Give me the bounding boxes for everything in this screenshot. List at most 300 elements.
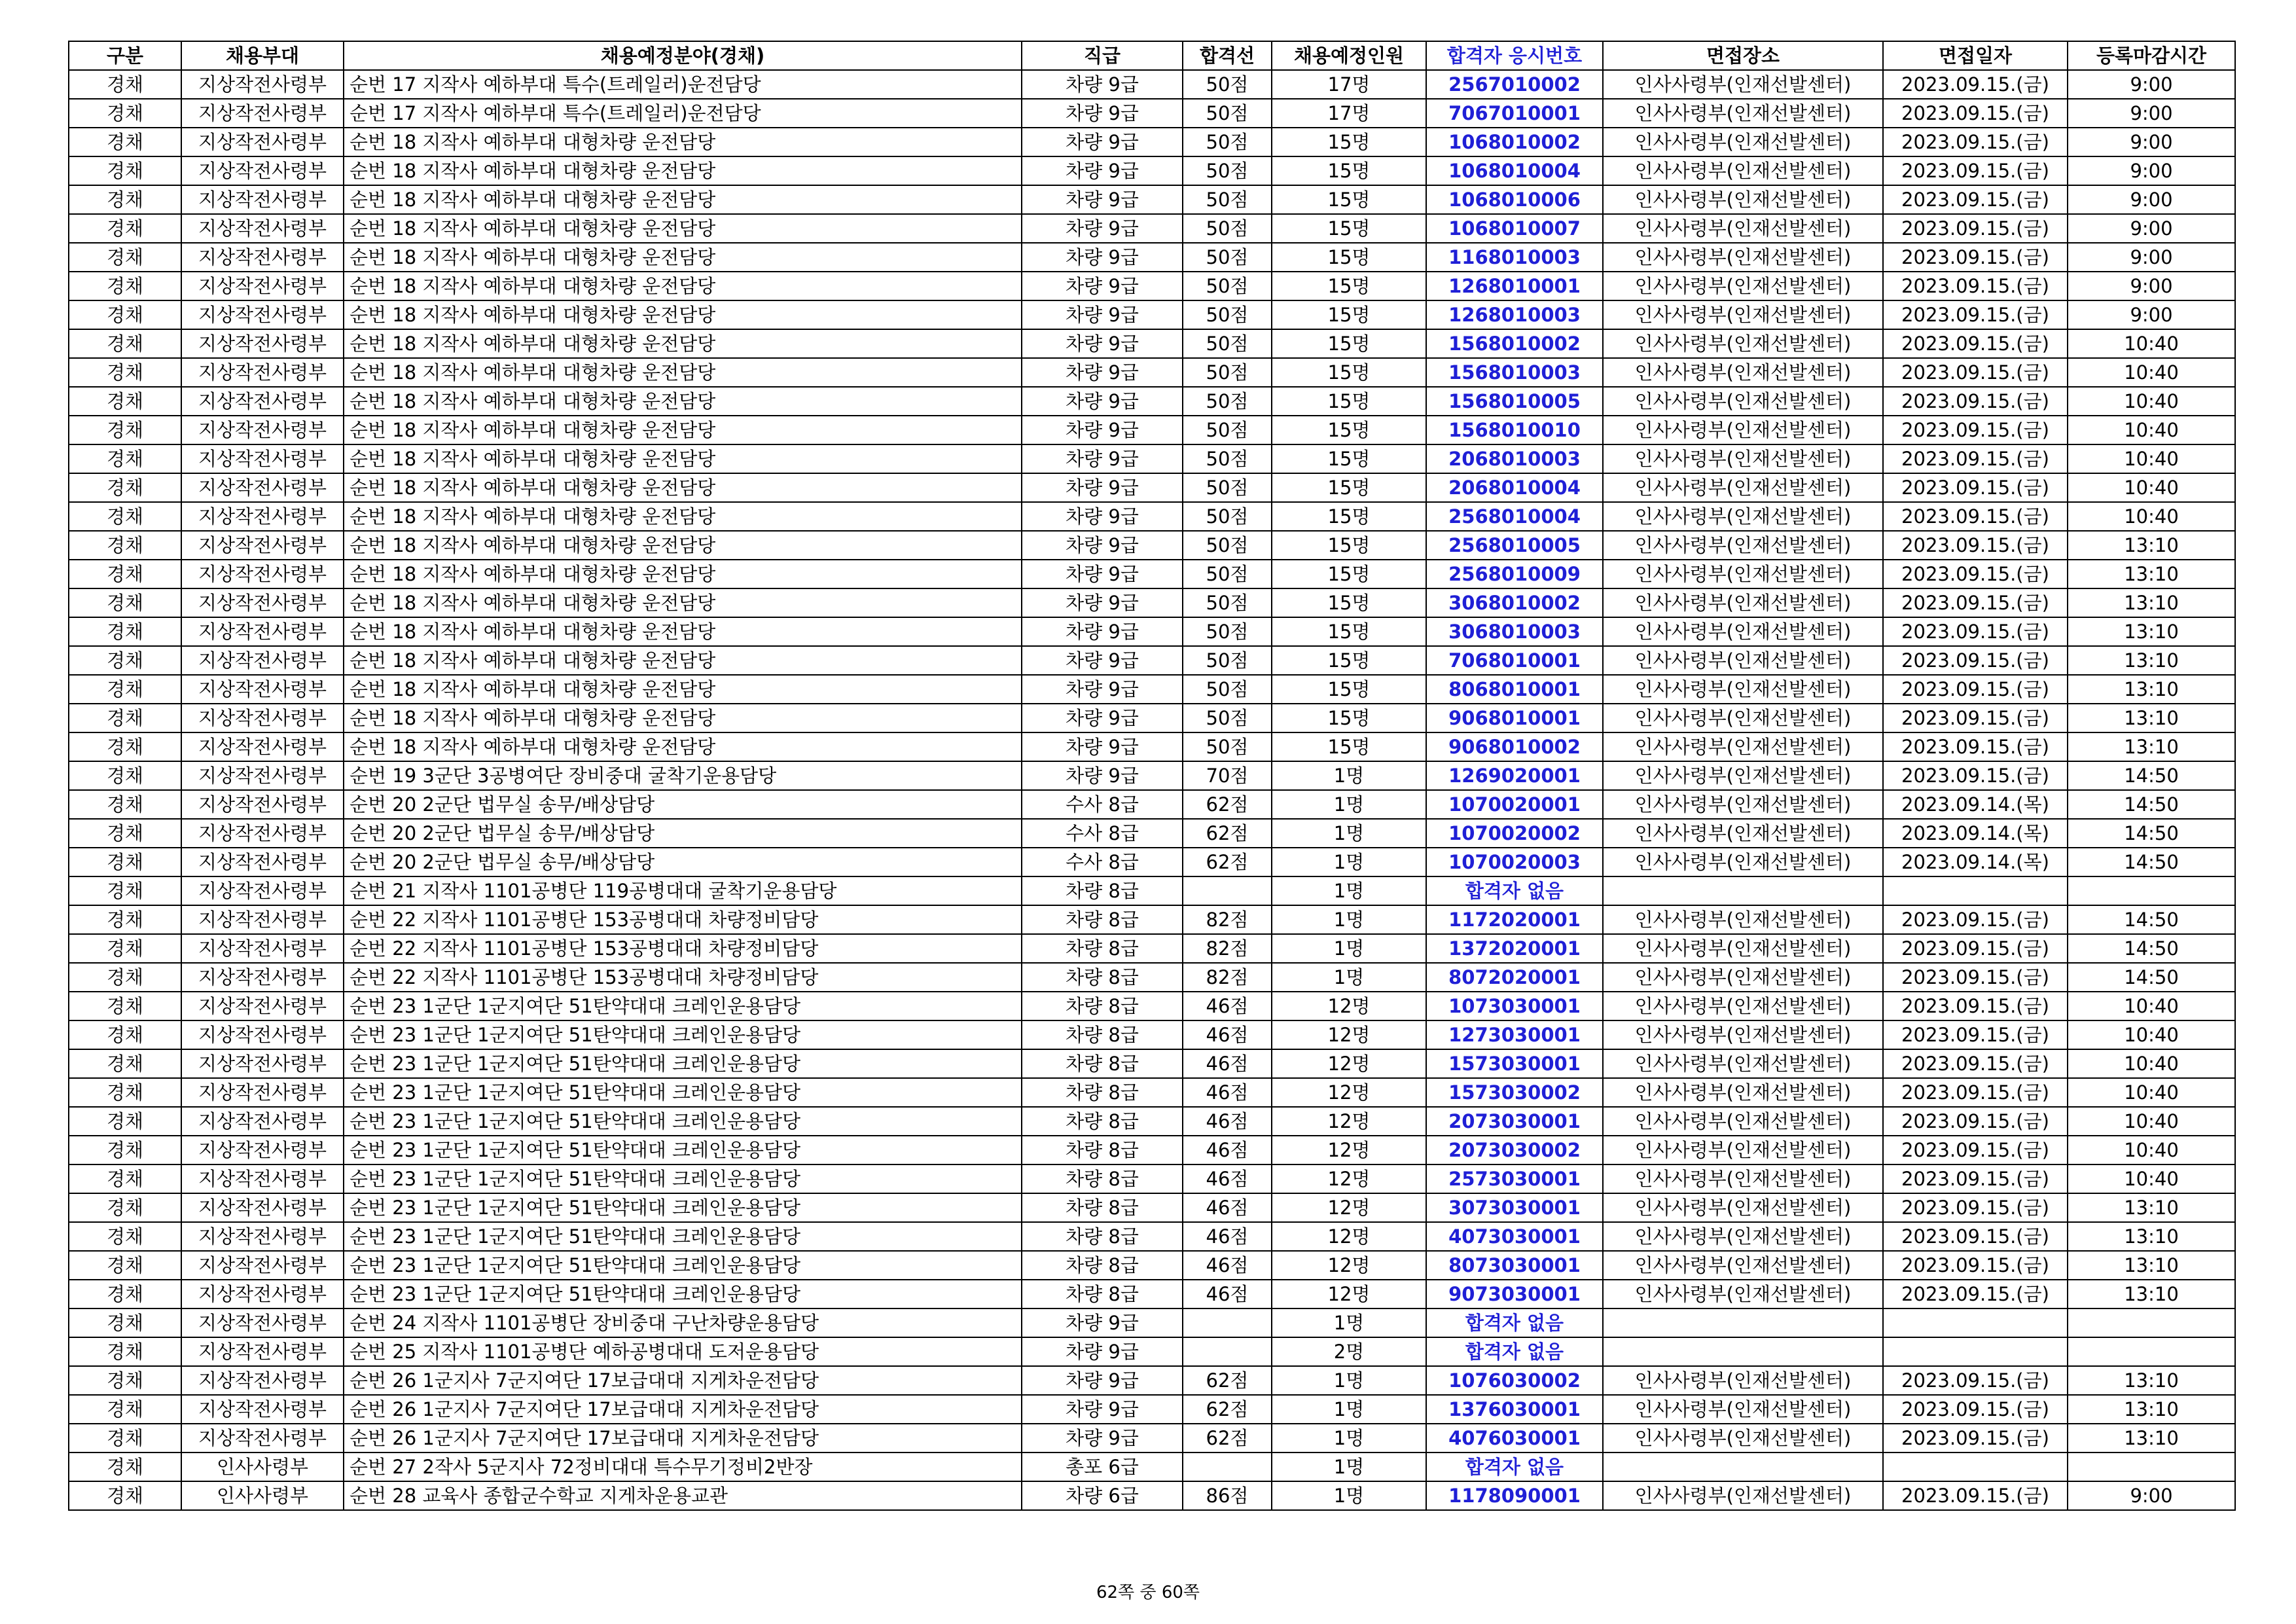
cell-field: 순번 18 지작사 예하부대 대형차량 운전담당 [344,272,1022,300]
cell-interview-place: 인사사령부(인재선발센터) [1603,675,1883,704]
cell-cutoff: 50점 [1183,560,1272,588]
cell-unit: 지상작전사령부 [181,1020,344,1049]
cell-interview-date [1883,876,2068,905]
cell-grade: 차량 8급 [1022,1107,1183,1136]
cell-category: 경채 [69,156,181,185]
cell-unit: 지상작전사령부 [181,560,344,588]
cell-category: 경채 [69,905,181,934]
cell-unit: 지상작전사령부 [181,1424,344,1453]
header-interview-date: 면접일자 [1883,41,2068,70]
cell-exam-number: 2568010005 [1426,531,1603,560]
cell-cutoff: 62점 [1183,1366,1272,1395]
cell-planned-count: 12명 [1272,1193,1426,1222]
cell-planned-count: 12명 [1272,992,1426,1020]
cell-unit: 지상작전사령부 [181,156,344,185]
cell-grade: 차량 9급 [1022,416,1183,444]
cell-unit: 지상작전사령부 [181,704,344,732]
cell-deadline: 9:00 [2068,185,2235,214]
cell-cutoff: 50점 [1183,358,1272,387]
table-row [69,1078,2235,1107]
cell-planned-count: 15명 [1272,646,1426,675]
cell-exam-number: 7067010001 [1426,99,1603,128]
header-row [69,41,2235,70]
cell-field: 순번 26 1군지사 7군지여단 17보급대대 지게차운전담당 [344,1424,1022,1453]
cell-deadline [2068,876,2235,905]
table-row [69,819,2235,848]
cell-interview-place: 인사사령부(인재선발센터) [1603,934,1883,963]
cell-interview-place: 인사사령부(인재선발센터) [1603,1020,1883,1049]
cell-deadline: 13:10 [2068,1251,2235,1280]
cell-cutoff: 50점 [1183,70,1272,99]
cell-planned-count: 1명 [1272,1308,1426,1337]
cell-interview-place: 인사사령부(인재선발센터) [1603,1078,1883,1107]
cell-unit: 지상작전사령부 [181,934,344,963]
header-field: 채용예정분야(경채) [344,41,1022,70]
cell-category: 경채 [69,502,181,531]
cell-planned-count: 15명 [1272,617,1426,646]
table-row [69,128,2235,156]
cell-deadline: 13:10 [2068,560,2235,588]
cell-category: 경채 [69,387,181,416]
cell-grade: 차량 9급 [1022,1424,1183,1453]
cell-planned-count: 15명 [1272,473,1426,502]
cell-exam-number: 합격자 없음 [1426,1453,1603,1481]
cell-interview-place: 인사사령부(인재선발센터) [1603,1136,1883,1164]
cell-interview-date: 2023.09.15.(금) [1883,1020,2068,1049]
cell-field: 순번 24 지작사 1101공병단 장비중대 구난차량운용담당 [344,1308,1022,1337]
table-row [69,416,2235,444]
cell-exam-number: 합격자 없음 [1426,876,1603,905]
cell-interview-date: 2023.09.15.(금) [1883,185,2068,214]
cell-planned-count: 15명 [1272,704,1426,732]
table-row [69,1222,2235,1251]
cell-interview-place: 인사사령부(인재선발센터) [1603,1193,1883,1222]
cell-planned-count: 1명 [1272,963,1426,992]
cell-deadline: 13:10 [2068,732,2235,761]
cell-field: 순번 18 지작사 예하부대 대형차량 운전담당 [344,300,1022,329]
cell-interview-date: 2023.09.15.(금) [1883,675,2068,704]
cell-category: 경채 [69,1164,181,1193]
cell-deadline: 10:40 [2068,444,2235,473]
cell-field: 순번 18 지작사 예하부대 대형차량 운전담당 [344,675,1022,704]
table-row [69,473,2235,502]
cell-grade: 차량 9급 [1022,531,1183,560]
cell-interview-date: 2023.09.15.(금) [1883,416,2068,444]
cell-interview-date: 2023.09.15.(금) [1883,358,2068,387]
cell-deadline: 14:50 [2068,963,2235,992]
cell-cutoff: 50점 [1183,156,1272,185]
cell-interview-place: 인사사령부(인재선발센터) [1603,99,1883,128]
cell-interview-date: 2023.09.15.(금) [1883,387,2068,416]
cell-exam-number: 2073030002 [1426,1136,1603,1164]
cell-field: 순번 18 지작사 예하부대 대형차량 운전담당 [344,358,1022,387]
cell-exam-number: 1376030001 [1426,1395,1603,1424]
cell-interview-place: 인사사령부(인재선발센터) [1603,358,1883,387]
cell-grade: 차량 9급 [1022,617,1183,646]
cell-interview-place: 인사사령부(인재선발센터) [1603,1424,1883,1453]
cell-cutoff: 86점 [1183,1481,1272,1510]
table-row [69,617,2235,646]
cell-planned-count: 15명 [1272,358,1426,387]
cell-deadline: 14:50 [2068,819,2235,848]
cell-exam-number: 2567010002 [1426,70,1603,99]
table-row [69,99,2235,128]
cell-category: 경채 [69,992,181,1020]
cell-exam-number: 8073030001 [1426,1251,1603,1280]
cell-category: 경채 [69,416,181,444]
cell-unit: 지상작전사령부 [181,646,344,675]
cell-unit: 지상작전사령부 [181,848,344,876]
cell-deadline: 13:10 [2068,1280,2235,1308]
cell-cutoff [1183,1453,1272,1481]
cell-deadline: 9:00 [2068,99,2235,128]
table-row [69,1424,2235,1453]
cell-exam-number: 4076030001 [1426,1424,1603,1453]
cell-exam-number: 1168010003 [1426,243,1603,272]
cell-field: 순번 21 지작사 1101공병단 119공병대대 굴착기운용담당 [344,876,1022,905]
cell-interview-place: 인사사령부(인재선발센터) [1603,732,1883,761]
cell-interview-date: 2023.09.15.(금) [1883,272,2068,300]
table-row [69,1136,2235,1164]
cell-exam-number: 8072020001 [1426,963,1603,992]
table-row [69,704,2235,732]
cell-interview-place [1603,1337,1883,1366]
cell-unit: 지상작전사령부 [181,387,344,416]
cell-deadline: 9:00 [2068,156,2235,185]
cell-unit: 지상작전사령부 [181,1049,344,1078]
cell-category: 경채 [69,704,181,732]
cell-interview-place: 인사사령부(인재선발센터) [1603,70,1883,99]
cell-interview-date: 2023.09.15.(금) [1883,560,2068,588]
cell-field: 순번 23 1군단 1군지여단 51탄약대대 크레인운용담당 [344,1136,1022,1164]
cell-unit: 지상작전사령부 [181,790,344,819]
cell-grade: 차량 9급 [1022,704,1183,732]
table-row [69,963,2235,992]
cell-exam-number: 2573030001 [1426,1164,1603,1193]
cell-deadline: 10:40 [2068,502,2235,531]
cell-exam-number: 1269020001 [1426,761,1603,790]
cell-planned-count: 15명 [1272,732,1426,761]
cell-unit: 지상작전사령부 [181,1164,344,1193]
cell-category: 경채 [69,646,181,675]
cell-planned-count: 1명 [1272,1395,1426,1424]
cell-category: 경채 [69,1107,181,1136]
cell-grade: 차량 8급 [1022,876,1183,905]
cell-interview-date: 2023.09.15.(금) [1883,761,2068,790]
cell-unit: 지상작전사령부 [181,905,344,934]
cell-interview-place: 인사사령부(인재선발센터) [1603,992,1883,1020]
cell-field: 순번 18 지작사 예하부대 대형차량 운전담당 [344,704,1022,732]
cell-exam-number: 2068010004 [1426,473,1603,502]
table-row [69,1308,2235,1337]
table-row [69,300,2235,329]
cell-interview-place: 인사사령부(인재선발센터) [1603,1366,1883,1395]
cell-unit: 지상작전사령부 [181,99,344,128]
cell-deadline: 10:40 [2068,1164,2235,1193]
cell-deadline: 14:50 [2068,790,2235,819]
cell-category: 경채 [69,1337,181,1366]
cell-cutoff: 50점 [1183,243,1272,272]
cell-field: 순번 18 지작사 예하부대 대형차량 운전담당 [344,329,1022,358]
cell-category: 경채 [69,617,181,646]
cell-interview-place: 인사사령부(인재선발센터) [1603,272,1883,300]
cell-grade: 수사 8급 [1022,848,1183,876]
cell-planned-count: 12명 [1272,1107,1426,1136]
cell-cutoff: 50점 [1183,214,1272,243]
cell-category: 경채 [69,1308,181,1337]
cell-cutoff: 50점 [1183,704,1272,732]
cell-grade: 차량 9급 [1022,214,1183,243]
cell-unit: 지상작전사령부 [181,732,344,761]
cell-cutoff: 46점 [1183,1078,1272,1107]
cell-grade: 차량 9급 [1022,156,1183,185]
cell-exam-number: 1172020001 [1426,905,1603,934]
cell-deadline: 10:40 [2068,387,2235,416]
cell-category: 경채 [69,214,181,243]
cell-grade: 차량 9급 [1022,300,1183,329]
cell-exam-number: 9068010001 [1426,704,1603,732]
cell-field: 순번 20 2군단 법무실 송무/배상담당 [344,819,1022,848]
cell-interview-date: 2023.09.15.(금) [1883,905,2068,934]
cell-unit: 지상작전사령부 [181,617,344,646]
cell-planned-count: 15명 [1272,329,1426,358]
cell-interview-place: 인사사령부(인재선발센터) [1603,617,1883,646]
cell-exam-number: 1268010003 [1426,300,1603,329]
cell-category: 경채 [69,1366,181,1395]
cell-unit: 지상작전사령부 [181,502,344,531]
cell-interview-date: 2023.09.15.(금) [1883,1136,2068,1164]
cell-grade: 차량 9급 [1022,761,1183,790]
cell-cutoff: 46점 [1183,1193,1272,1222]
cell-grade: 차량 8급 [1022,1049,1183,1078]
cell-exam-number: 7068010001 [1426,646,1603,675]
cell-interview-date: 2023.09.15.(금) [1883,1366,2068,1395]
cell-deadline: 10:40 [2068,329,2235,358]
cell-field: 순번 22 지작사 1101공병단 153공병대대 차량정비담당 [344,934,1022,963]
cell-grade: 수사 8급 [1022,819,1183,848]
cell-field: 순번 18 지작사 예하부대 대형차량 운전담당 [344,416,1022,444]
cell-grade: 차량 9급 [1022,272,1183,300]
cell-grade: 차량 8급 [1022,1193,1183,1222]
cell-interview-date: 2023.09.15.(금) [1883,732,2068,761]
cell-exam-number: 1568010003 [1426,358,1603,387]
cell-cutoff: 50점 [1183,617,1272,646]
cell-cutoff: 50점 [1183,416,1272,444]
cell-cutoff: 62점 [1183,1424,1272,1453]
cell-cutoff: 50점 [1183,531,1272,560]
cell-category: 경채 [69,819,181,848]
table-row [69,790,2235,819]
cell-exam-number: 1070020003 [1426,848,1603,876]
cell-unit: 지상작전사령부 [181,992,344,1020]
cell-exam-number: 3068010003 [1426,617,1603,646]
cell-interview-date: 2023.09.15.(금) [1883,531,2068,560]
cell-exam-number: 4073030001 [1426,1222,1603,1251]
cell-exam-number: 1068010002 [1426,128,1603,156]
header-interview-place: 면접장소 [1603,41,1883,70]
cell-field: 순번 27 2작사 5군지사 72정비대대 특수무기정비2반장 [344,1453,1022,1481]
cell-field: 순번 18 지작사 예하부대 대형차량 운전담당 [344,617,1022,646]
cell-interview-place: 인사사령부(인재선발센터) [1603,819,1883,848]
table-row [69,156,2235,185]
table-row [69,588,2235,617]
cell-interview-place: 인사사령부(인재선발센터) [1603,1481,1883,1510]
cell-planned-count: 12명 [1272,1049,1426,1078]
cell-exam-number: 1568010010 [1426,416,1603,444]
cell-interview-place: 인사사령부(인재선발센터) [1603,588,1883,617]
cell-unit: 지상작전사령부 [181,1280,344,1308]
cell-unit: 지상작전사령부 [181,1395,344,1424]
cell-interview-date: 2023.09.15.(금) [1883,70,2068,99]
cell-category: 경채 [69,300,181,329]
cell-interview-date: 2023.09.15.(금) [1883,1222,2068,1251]
cell-unit: 지상작전사령부 [181,473,344,502]
cell-planned-count: 1명 [1272,1424,1426,1453]
cell-grade: 차량 9급 [1022,444,1183,473]
cell-cutoff: 46점 [1183,1164,1272,1193]
table-row [69,675,2235,704]
cell-field: 순번 28 교육사 종합군수학교 지게차운용교관 [344,1481,1022,1510]
table-row [69,1395,2235,1424]
cell-field: 순번 18 지작사 예하부대 대형차량 운전담당 [344,185,1022,214]
cell-deadline: 10:40 [2068,358,2235,387]
cell-exam-number: 1372020001 [1426,934,1603,963]
cell-category: 경채 [69,128,181,156]
cell-interview-date: 2023.09.15.(금) [1883,156,2068,185]
cell-grade: 차량 9급 [1022,1308,1183,1337]
cell-category: 경채 [69,1280,181,1308]
cell-cutoff: 50점 [1183,675,1272,704]
cell-cutoff [1183,876,1272,905]
cell-exam-number: 합격자 없음 [1426,1308,1603,1337]
cell-cutoff: 50점 [1183,646,1272,675]
cell-category: 경채 [69,329,181,358]
cell-cutoff: 82점 [1183,934,1272,963]
cell-interview-date: 2023.09.15.(금) [1883,588,2068,617]
cell-interview-date: 2023.09.15.(금) [1883,1251,2068,1280]
cell-deadline: 10:40 [2068,416,2235,444]
cell-planned-count: 15명 [1272,156,1426,185]
cell-field: 순번 26 1군지사 7군지여단 17보급대대 지게차운전담당 [344,1366,1022,1395]
cell-cutoff: 50점 [1183,128,1272,156]
cell-category: 경채 [69,1395,181,1424]
cell-category: 경채 [69,473,181,502]
cell-interview-place: 인사사령부(인재선발센터) [1603,185,1883,214]
cell-interview-date: 2023.09.15.(금) [1883,1481,2068,1510]
cell-field: 순번 20 2군단 법무실 송무/배상담당 [344,848,1022,876]
cell-cutoff: 46점 [1183,1107,1272,1136]
cell-field: 순번 18 지작사 예하부대 대형차량 운전담당 [344,156,1022,185]
cell-cutoff: 62점 [1183,819,1272,848]
results-table-container [68,41,2234,1511]
cell-unit: 지상작전사령부 [181,416,344,444]
cell-field: 순번 23 1군단 1군지여단 51탄약대대 크레인운용담당 [344,1020,1022,1049]
cell-field: 순번 25 지작사 1101공병단 예하공병대대 도저운용담당 [344,1337,1022,1366]
cell-interview-place: 인사사령부(인재선발센터) [1603,243,1883,272]
cell-cutoff: 50점 [1183,502,1272,531]
cell-planned-count: 12명 [1272,1078,1426,1107]
table-row [69,185,2235,214]
cell-interview-date: 2023.09.15.(금) [1883,1424,2068,1453]
cell-deadline: 9:00 [2068,300,2235,329]
cell-deadline [2068,1337,2235,1366]
cell-interview-place: 인사사령부(인재선발센터) [1603,1049,1883,1078]
table-row [69,732,2235,761]
cell-category: 경채 [69,1078,181,1107]
cell-cutoff: 50점 [1183,99,1272,128]
table-row [69,876,2235,905]
cell-planned-count: 15명 [1272,185,1426,214]
cell-cutoff: 50점 [1183,732,1272,761]
cell-field: 순번 23 1군단 1군지여단 51탄약대대 크레인운용담당 [344,1222,1022,1251]
cell-planned-count: 15명 [1272,675,1426,704]
cell-interview-date [1883,1453,2068,1481]
cell-category: 경채 [69,444,181,473]
cell-unit: 지상작전사령부 [181,1308,344,1337]
table-row [69,560,2235,588]
cell-interview-place: 인사사령부(인재선발센터) [1603,214,1883,243]
cell-interview-date: 2023.09.15.(금) [1883,473,2068,502]
cell-grade: 차량 8급 [1022,1164,1183,1193]
cell-grade: 차량 9급 [1022,588,1183,617]
cell-field: 순번 20 2군단 법무실 송무/배상담당 [344,790,1022,819]
cell-planned-count: 1명 [1272,1366,1426,1395]
table-row [69,1020,2235,1049]
cell-cutoff [1183,1337,1272,1366]
cell-cutoff: 46점 [1183,1251,1272,1280]
cell-grade: 차량 9급 [1022,387,1183,416]
cell-planned-count: 15명 [1272,444,1426,473]
cell-unit: 지상작전사령부 [181,819,344,848]
cell-category: 경채 [69,1193,181,1222]
cell-deadline: 9:00 [2068,243,2235,272]
cell-exam-number: 1076030002 [1426,1366,1603,1395]
cell-grade: 수사 8급 [1022,790,1183,819]
cell-category: 경채 [69,1020,181,1049]
cell-deadline: 10:40 [2068,1049,2235,1078]
cell-interview-place: 인사사령부(인재선발센터) [1603,531,1883,560]
header-exam-number: 합격자 응시번호 [1426,41,1603,70]
header-grade: 직급 [1022,41,1183,70]
cell-deadline: 13:10 [2068,1366,2235,1395]
cell-cutoff: 50점 [1183,329,1272,358]
table-row [69,848,2235,876]
cell-deadline: 9:00 [2068,1481,2235,1510]
cell-grade: 차량 8급 [1022,1020,1183,1049]
cell-planned-count: 12명 [1272,1280,1426,1308]
cell-interview-place: 인사사령부(인재선발센터) [1603,1222,1883,1251]
cell-grade: 차량 8급 [1022,934,1183,963]
cell-deadline: 13:10 [2068,588,2235,617]
cell-field: 순번 22 지작사 1101공병단 153공병대대 차량정비담당 [344,963,1022,992]
cell-grade: 차량 9급 [1022,646,1183,675]
cell-unit: 지상작전사령부 [181,444,344,473]
cell-interview-date [1883,1337,2068,1366]
cell-unit: 지상작전사령부 [181,1078,344,1107]
cell-unit: 지상작전사령부 [181,329,344,358]
cell-interview-place: 인사사령부(인재선발센터) [1603,300,1883,329]
cell-cutoff: 46점 [1183,1222,1272,1251]
cell-cutoff: 46점 [1183,1020,1272,1049]
table-row [69,1049,2235,1078]
cell-unit: 지상작전사령부 [181,214,344,243]
cell-category: 경채 [69,560,181,588]
cell-exam-number: 1068010004 [1426,156,1603,185]
cell-interview-date: 2023.09.15.(금) [1883,444,2068,473]
cell-grade: 차량 9급 [1022,128,1183,156]
cell-field: 순번 18 지작사 예하부대 대형차량 운전담당 [344,560,1022,588]
header-cutoff: 합격선 [1183,41,1272,70]
